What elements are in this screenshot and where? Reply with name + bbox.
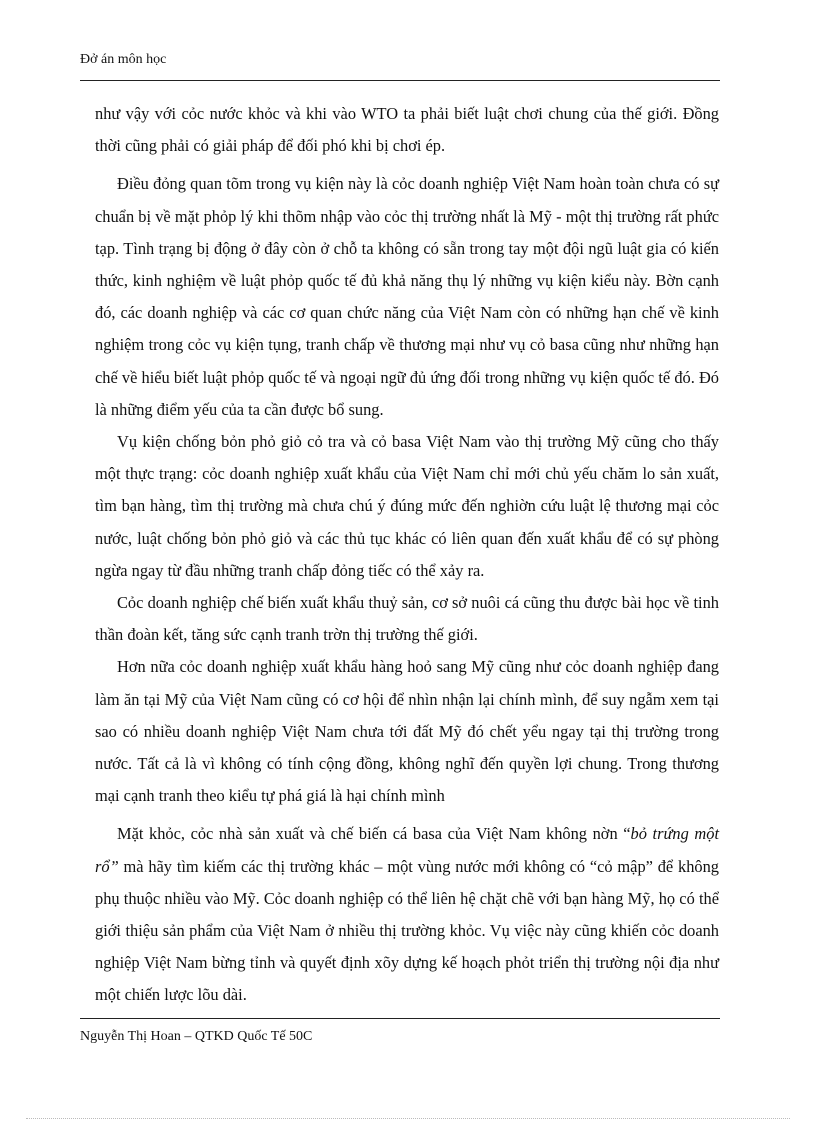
header-divider: [80, 80, 720, 81]
document-body: [95, 98, 719, 1012]
paragraph-4: Cỏc doanh nghiệp chế biến xuất khẩu thuỷ sản, cơ sở nuôi cá cũng thu được bài học về tinh thần đoàn kết, tăng sức cạnh tranh trờn thị trường thế giới.: [95, 593, 719, 645]
page-bottom-edge: [26, 1118, 790, 1119]
page-header-title: Đở án môn học: [80, 52, 167, 67]
paragraph-6-italic-phrase: bỏ trứng một rổ”: [95, 824, 720, 876]
paragraph-3: Vụ kiện chống bỏn phỏ giỏ cỏ tra và cỏ basa Việt Nam vào thị trường Mỹ cũng cho thấy một thực trạng: cỏc doanh nghiệp xuất khẩu của Việt Nam chỉ mới chủ yếu chăm lo sản xuất, tìm bạn hàng, tìm thị trường mà chưa chú ý đúng mức đến nghiờn cứu luật lệ thương mại cỏc nước, luật chống bỏn phỏ giỏ và các thủ tục khác có liên quan đến xuất khẩu để có sự phòng ngừa ngay từ đầu những tranh chấp đỏng tiếc có thể xảy ra.: [95, 432, 719, 580]
paragraph-5: Hơn nữa cỏc doanh nghiệp xuất khẩu hàng hoỏ sang Mỹ cũng như cỏc doanh nghiệp đang làm ăn tại Mỹ của Việt Nam cũng có cơ hội để nhìn nhận lại chính mình, để suy ngẫm xem tại sao có nhiều doanh nghiệp Việt Nam chưa tới đất Mỹ đó chết yểu ngay tại thị trường trong nước. Tất cả là vì không có tính cộng đồng, không nghĩ đến quyền lợi chung. Trong thương mại cạnh tranh theo kiểu tự phá giá là hại chính mình: [95, 657, 719, 806]
paragraph-6-text-before: Mặt khỏc, cỏc nhà sản xuất và chế biến cá basa của Việt Nam không nờn “: [117, 824, 631, 844]
paragraph-6-text-after: mà hãy tìm kiếm các thị trường khác – một vùng nước mới không có “cỏ mập” để không phụ thuộc nhiều vào Mỹ. Cỏc doanh nghiệp có thể liên hệ chặt chẽ với bạn hàng Mỹ, họ có thể giới thiệu sản phẩm của Việt Nam ở nhiều thị trường khỏc. Vụ việc này cũng khiến cỏc doanh nghiệp Việt Nam bừng tỉnh và quyết định xõy dựng kế hoạch phỏt triển thị trường nội địa như một chiến lược lõu dài.: [95, 856, 719, 1005]
paragraph-2: Điều đỏng quan tõm trong vụ kiện này là cỏc doanh nghiệp Việt Nam hoàn toàn chưa có sự chuẩn bị về mặt phỏp lý khi thõm nhập vào cỏc thị trường nhất là Mỹ - một thị trường rất phức tạp. Tình trạng bị động ở đây còn ở chỗ ta không có sẵn trong tay một đội ngũ luật gia có kiến thức, kinh nghiệm về luật phỏp quốc tế đủ khả năng thụ lý những vụ kiện kiểu này. Bờn cạnh đó, các doanh nghiệp và các cơ quan chức năng của Việt Nam còn có những hạn chế về kinh nghiệm trong cỏc vụ kiện tụng, tranh chấp về thương mại như vụ cỏ basa cũng như những hạn chế về hiểu biết luật phỏp quốc tế và ngoại ngữ đủ ứng đối trong những vụ kiện quốc tế đó. Đó là những điểm yếu của ta cần được bổ sung.: [95, 174, 719, 419]
paragraph-1: như vậy với cỏc nước khỏc và khi vào WTO ta phải biết luật chơi chung của thế giới. Đồng thời cũng phải có giải pháp để đối phó khi bị chơi ép.: [95, 104, 719, 156]
paragraph-6: [95, 818, 719, 1011]
page-footer-author: Nguyễn Thị Hoan – QTKD Quốc Tế 50C: [80, 1029, 313, 1044]
footer-divider: [80, 1018, 720, 1019]
